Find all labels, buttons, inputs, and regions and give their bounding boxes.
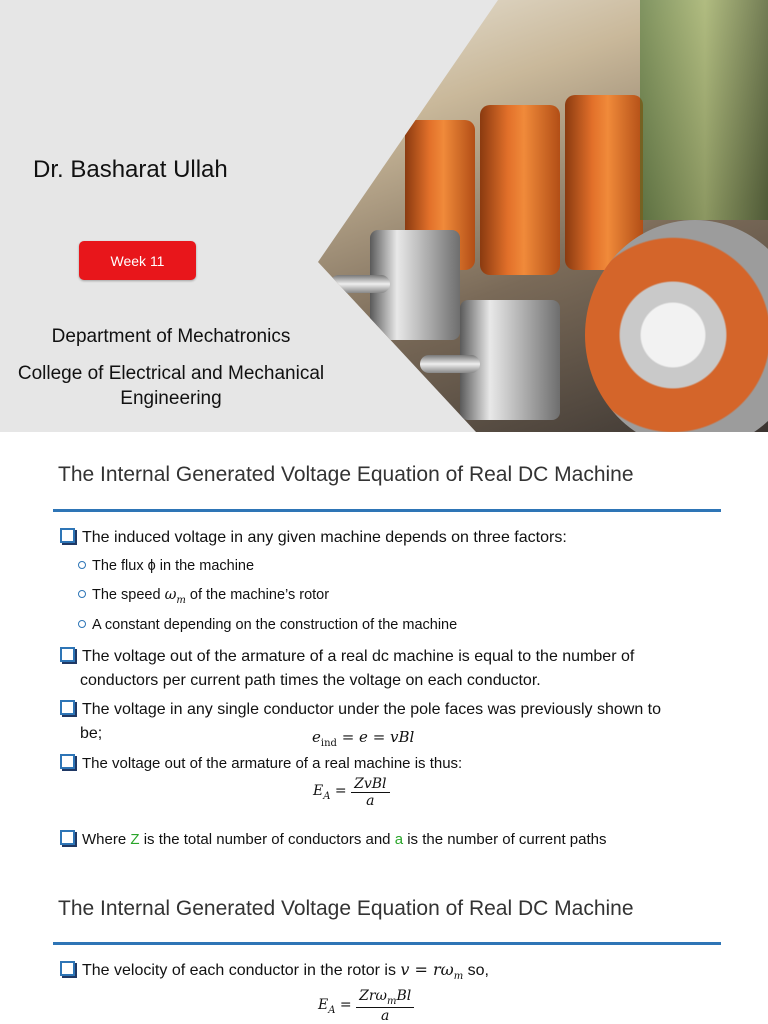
checkbox-bullet-icon xyxy=(60,647,75,662)
circle-bullet-icon xyxy=(78,561,86,569)
college-line-1: College of Electrical and Mechanical xyxy=(17,363,325,384)
motor-photo xyxy=(310,0,768,432)
equation-ea-1: $E_A$ = $\frac{\text{ZvBl}}{a}$ xyxy=(313,776,390,809)
checkbox-bullet-icon xyxy=(60,961,75,976)
college-label xyxy=(0,361,342,411)
bullet-factors: The induced voltage in any given machine depends on three factors: xyxy=(60,526,567,550)
bullet-real-machine: The voltage out of the armature of a real machine is thus: xyxy=(60,752,462,776)
sub-bullet-constant: A constant depending on the construction of the machine xyxy=(78,617,457,633)
slide-1-rule xyxy=(53,509,721,512)
slide-2-rule xyxy=(53,942,721,945)
week-badge: Week 11 xyxy=(79,241,196,280)
department-label: Department of Mechatronics xyxy=(51,326,291,347)
sub-bullet-flux: The flux ϕ in the machine xyxy=(78,558,254,574)
checkbox-bullet-icon xyxy=(60,830,75,845)
college-line-2: Engineering xyxy=(120,388,222,409)
equation-ea-2: $E_A$ = $\frac{Zr\omega_mBl}{a}$ xyxy=(318,988,414,1024)
bullet-velocity: The velocity of each conductor in the rotor is $v = r\omega_m$ so, xyxy=(60,958,489,989)
circle-bullet-icon xyxy=(78,590,86,598)
title-slide xyxy=(0,0,768,432)
bullet-armature-voltage: The voltage out of the armature of a real dc machine is equal to the number of conductors per current path times the voltage on each conductor. xyxy=(60,645,634,693)
circle-bullet-icon xyxy=(78,620,86,628)
sub-bullet-speed: The speed $\omega_m$ of the machine’s rotor xyxy=(78,587,329,606)
slide-2-title: The Internal Generated Voltage Equation of Real DC Machine xyxy=(58,897,634,920)
checkbox-bullet-icon xyxy=(60,528,75,543)
equation-e-ind: $e_{ind} = e$ = vBl xyxy=(312,728,415,749)
checkbox-bullet-icon xyxy=(60,754,75,769)
checkbox-bullet-icon xyxy=(60,700,75,715)
slide-1-title: The Internal Generated Voltage Equation of Real DC Machine xyxy=(58,463,634,486)
presenter-name: Dr. Basharat Ullah xyxy=(33,156,228,183)
bullet-single-conductor: The voltage in any single conductor under the pole faces was previously shown to be; xyxy=(60,698,661,746)
bullet-where: Where Z is the total number of conductors and a is the number of current paths xyxy=(60,828,606,852)
